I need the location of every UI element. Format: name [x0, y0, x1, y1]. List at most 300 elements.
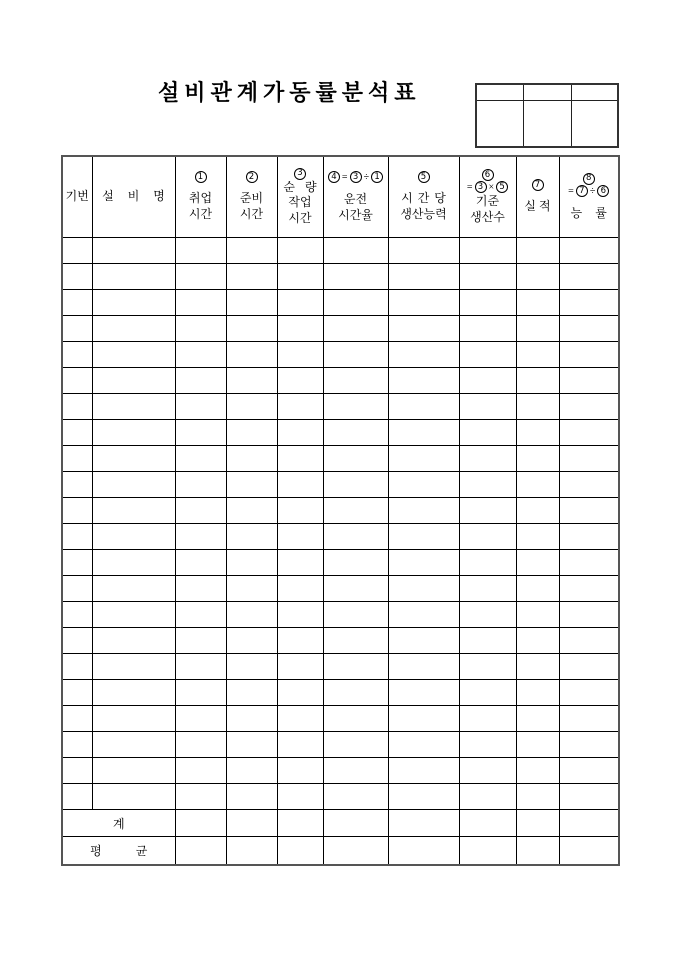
body-cell: [388, 316, 459, 342]
body-cell: [175, 524, 226, 550]
circled-number-4: 4: [328, 171, 340, 183]
col-header-working-hours: 1 취업 시간: [175, 156, 226, 238]
body-cell: [459, 420, 516, 446]
body-cell: [62, 316, 92, 342]
average-cell: [226, 837, 277, 866]
body-cell: [388, 784, 459, 810]
body-cell: [323, 342, 388, 368]
circled-number-7: 7: [532, 179, 544, 191]
body-cell: [516, 576, 559, 602]
body-cell: [459, 316, 516, 342]
total-row-label: 계: [112, 816, 125, 831]
body-cell: [175, 602, 226, 628]
body-cell: [277, 342, 323, 368]
body-cell: [92, 732, 175, 758]
body-cell: [388, 368, 459, 394]
body-cell: [92, 680, 175, 706]
circled-number-1: 1: [195, 171, 207, 183]
body-cell: [277, 264, 323, 290]
body-row: [62, 446, 619, 472]
body-cell: [323, 368, 388, 394]
body-row: [62, 394, 619, 420]
body-cell: [62, 654, 92, 680]
body-cell: [323, 238, 388, 264]
body-cell: [459, 498, 516, 524]
body-cell: [459, 238, 516, 264]
body-cell: [226, 368, 277, 394]
body-cell: [323, 316, 388, 342]
body-cell: [277, 550, 323, 576]
circled-number-5: 5: [496, 181, 508, 193]
body-cell: [559, 576, 619, 602]
body-cell: [175, 342, 226, 368]
total-cell: [459, 810, 516, 837]
body-cell: [226, 342, 277, 368]
body-row: [62, 628, 619, 654]
body-row: [62, 238, 619, 264]
average-cell: [516, 837, 559, 866]
circled-number-8: 8: [583, 173, 595, 185]
body-cell: [277, 420, 323, 446]
body-cell: [92, 420, 175, 446]
col-header-net-work-time: 3 순량 작업 시간: [277, 156, 323, 238]
body-cell: [277, 368, 323, 394]
body-cell: [175, 472, 226, 498]
body-cell: [226, 524, 277, 550]
body-cell: [226, 472, 277, 498]
body-cell: [459, 550, 516, 576]
body-row: [62, 264, 619, 290]
body-cell: [175, 446, 226, 472]
total-cell: [323, 810, 388, 837]
body-cell: [323, 550, 388, 576]
body-cell: [175, 576, 226, 602]
body-cell: [516, 368, 559, 394]
body-cell: [277, 654, 323, 680]
body-cell: [323, 472, 388, 498]
body-cell: [559, 680, 619, 706]
body-cell: [277, 290, 323, 316]
circled-number-7: 7: [576, 185, 588, 197]
body-cell: [62, 264, 92, 290]
body-cell: [175, 368, 226, 394]
body-cell: [175, 784, 226, 810]
body-cell: [92, 368, 175, 394]
body-cell: [226, 420, 277, 446]
body-row: [62, 472, 619, 498]
corner-box: [475, 83, 619, 148]
col-header-machine-no: 기번: [62, 156, 92, 238]
body-row: [62, 654, 619, 680]
body-cell: [175, 628, 226, 654]
body-cell: [323, 628, 388, 654]
body-cell: [388, 342, 459, 368]
body-cell: [516, 498, 559, 524]
body-cell: [226, 758, 277, 784]
body-cell: [175, 394, 226, 420]
body-cell: [559, 654, 619, 680]
body-cell: [323, 394, 388, 420]
body-cell: [62, 524, 92, 550]
body-cell: [388, 550, 459, 576]
body-cell: [459, 758, 516, 784]
body-cell: [226, 732, 277, 758]
body-cell: [516, 628, 559, 654]
body-cell: [62, 732, 92, 758]
body-cell: [226, 264, 277, 290]
corner-box-cell: [476, 84, 523, 101]
body-cell: [92, 758, 175, 784]
body-cell: [277, 576, 323, 602]
body-cell: [226, 290, 277, 316]
body-cell: [559, 758, 619, 784]
body-cell: [323, 602, 388, 628]
body-cell: [277, 784, 323, 810]
body-cell: [323, 784, 388, 810]
body-cell: [226, 550, 277, 576]
circled-number-3: 3: [294, 168, 306, 180]
body-cell: [226, 316, 277, 342]
body-cell: [92, 550, 175, 576]
body-cell: [226, 498, 277, 524]
body-cell: [226, 602, 277, 628]
body-cell: [92, 524, 175, 550]
body-cell: [459, 680, 516, 706]
circled-number-1: 1: [371, 171, 383, 183]
circled-number-6: 6: [482, 169, 494, 181]
body-cell: [277, 394, 323, 420]
body-cell: [516, 602, 559, 628]
average-cell: [559, 837, 619, 866]
body-cell: [388, 420, 459, 446]
body-row: [62, 784, 619, 810]
circled-number-2: 2: [246, 171, 258, 183]
body-cell: [388, 628, 459, 654]
body-cell: [226, 238, 277, 264]
body-cell: [226, 654, 277, 680]
body-row: [62, 758, 619, 784]
col-header-operation-time-rate: 4 = 3 ÷ 1 운전 시간율: [323, 156, 388, 238]
body-cell: [459, 784, 516, 810]
body-cell: [175, 238, 226, 264]
body-cell: [226, 394, 277, 420]
body-cell: [62, 394, 92, 420]
body-cell: [92, 654, 175, 680]
corner-box-cell: [571, 84, 618, 101]
body-cell: [92, 316, 175, 342]
body-cell: [559, 342, 619, 368]
body-row: [62, 368, 619, 394]
body-cell: [277, 498, 323, 524]
body-cell: [516, 446, 559, 472]
average-cell: [459, 837, 516, 866]
body-cell: [92, 394, 175, 420]
body-cell: [323, 654, 388, 680]
body-cell: [175, 264, 226, 290]
corner-box-cell: [571, 101, 618, 148]
body-cell: [277, 524, 323, 550]
body-cell: [459, 628, 516, 654]
body-cell: [226, 784, 277, 810]
body-cell: [323, 446, 388, 472]
body-cell: [175, 732, 226, 758]
table-header: [62, 156, 619, 238]
body-row: [62, 420, 619, 446]
body-cell: [92, 342, 175, 368]
body-cell: [516, 784, 559, 810]
body-cell: [559, 524, 619, 550]
body-cell: [516, 472, 559, 498]
body-cell: [559, 550, 619, 576]
total-cell: [226, 810, 277, 837]
body-row: [62, 316, 619, 342]
body-cell: [559, 732, 619, 758]
total-cell: [516, 810, 559, 837]
body-cell: [323, 706, 388, 732]
body-cell: [388, 238, 459, 264]
body-cell: [92, 446, 175, 472]
body-cell: [459, 472, 516, 498]
body-cell: [459, 290, 516, 316]
table-body: [62, 238, 619, 810]
body-cell: [516, 654, 559, 680]
body-cell: [277, 680, 323, 706]
body-cell: [62, 368, 92, 394]
body-cell: [175, 680, 226, 706]
col-header-prep-time: 2 준비 시간: [226, 156, 277, 238]
body-cell: [559, 316, 619, 342]
body-row: [62, 550, 619, 576]
body-cell: [277, 238, 323, 264]
body-cell: [459, 264, 516, 290]
body-row: [62, 706, 619, 732]
body-cell: [92, 238, 175, 264]
average-cell: [323, 837, 388, 866]
body-cell: [459, 394, 516, 420]
body-cell: [559, 290, 619, 316]
body-cell: [92, 264, 175, 290]
body-cell: [175, 758, 226, 784]
body-cell: [62, 290, 92, 316]
body-cell: [92, 628, 175, 654]
body-cell: [323, 576, 388, 602]
body-cell: [459, 602, 516, 628]
body-cell: [388, 602, 459, 628]
body-cell: [459, 368, 516, 394]
body-cell: [92, 602, 175, 628]
body-cell: [175, 550, 226, 576]
body-cell: [516, 420, 559, 446]
body-cell: [62, 420, 92, 446]
col-header-efficiency: 8 = 7 ÷ 6 능률: [559, 156, 619, 238]
col-header-hourly-capacity: 5 시간당 생산능력: [388, 156, 459, 238]
body-cell: [277, 602, 323, 628]
body-cell: [559, 706, 619, 732]
body-cell: [559, 264, 619, 290]
body-cell: [388, 732, 459, 758]
body-cell: [559, 784, 619, 810]
body-cell: [175, 706, 226, 732]
body-cell: [388, 264, 459, 290]
table-footer: [62, 810, 619, 866]
body-cell: [62, 576, 92, 602]
body-cell: [277, 706, 323, 732]
body-cell: [459, 342, 516, 368]
body-cell: [62, 498, 92, 524]
body-cell: [323, 498, 388, 524]
circled-number-5: 5: [418, 171, 430, 183]
body-cell: [277, 758, 323, 784]
body-row: [62, 576, 619, 602]
body-cell: [516, 758, 559, 784]
average-row-label-cell: [62, 837, 182, 866]
body-cell: [62, 446, 92, 472]
body-cell: [226, 628, 277, 654]
total-cell: [559, 810, 619, 837]
body-cell: [226, 576, 277, 602]
body-cell: [92, 706, 175, 732]
circled-number-3: 3: [350, 171, 362, 183]
body-cell: [62, 602, 92, 628]
body-cell: [226, 706, 277, 732]
col-header-standard-output: 6 = 3 × 5 기준 생산수: [459, 156, 516, 238]
body-cell: [459, 654, 516, 680]
body-cell: [92, 290, 175, 316]
corner-box-cell: [476, 101, 523, 148]
body-cell: [62, 238, 92, 264]
body-cell: [516, 238, 559, 264]
body-cell: [559, 498, 619, 524]
body-cell: [323, 732, 388, 758]
body-cell: [516, 706, 559, 732]
body-cell: [277, 446, 323, 472]
body-cell: [62, 342, 92, 368]
body-cell: [559, 394, 619, 420]
form-title: 설비관계가동률분석표: [158, 80, 421, 105]
body-cell: [175, 654, 226, 680]
average-cell: [277, 837, 323, 866]
body-cell: [62, 758, 92, 784]
circled-number-6: 6: [597, 185, 609, 197]
body-cell: [516, 524, 559, 550]
body-cell: [516, 680, 559, 706]
body-cell: [277, 732, 323, 758]
body-cell: [323, 264, 388, 290]
body-cell: [559, 472, 619, 498]
body-cell: [388, 524, 459, 550]
body-cell: [388, 706, 459, 732]
body-cell: [559, 446, 619, 472]
body-cell: [226, 446, 277, 472]
body-cell: [388, 576, 459, 602]
average-cell: [175, 837, 226, 866]
body-cell: [323, 680, 388, 706]
body-cell: [388, 654, 459, 680]
corner-box-cell: [523, 84, 571, 101]
col-header-equipment-name: 설비명: [92, 156, 175, 238]
body-cell: [559, 238, 619, 264]
body-row: [62, 342, 619, 368]
body-row: [62, 290, 619, 316]
body-cell: [92, 576, 175, 602]
body-cell: [277, 316, 323, 342]
body-cell: [62, 550, 92, 576]
body-cell: [516, 342, 559, 368]
body-cell: [62, 680, 92, 706]
body-cell: [559, 628, 619, 654]
average-row: [62, 837, 619, 866]
body-cell: [459, 732, 516, 758]
body-cell: [62, 706, 92, 732]
body-cell: [559, 602, 619, 628]
body-row: [62, 498, 619, 524]
corner-box-cell: [523, 101, 571, 148]
body-row: [62, 732, 619, 758]
body-cell: [516, 550, 559, 576]
body-cell: [277, 472, 323, 498]
body-cell: [62, 472, 92, 498]
body-cell: [92, 784, 175, 810]
body-cell: [323, 524, 388, 550]
body-cell: [175, 420, 226, 446]
body-cell: [459, 706, 516, 732]
body-row: [62, 602, 619, 628]
body-cell: [516, 264, 559, 290]
average-cell: [388, 837, 459, 866]
body-cell: [516, 316, 559, 342]
body-cell: [388, 290, 459, 316]
body-cell: [175, 290, 226, 316]
body-cell: [388, 758, 459, 784]
body-cell: [388, 680, 459, 706]
body-cell: [323, 420, 388, 446]
body-cell: [388, 446, 459, 472]
body-cell: [516, 394, 559, 420]
body-cell: [516, 290, 559, 316]
total-row: [62, 810, 619, 837]
body-cell: [175, 498, 226, 524]
body-cell: [323, 758, 388, 784]
body-cell: [388, 498, 459, 524]
body-cell: [516, 732, 559, 758]
body-cell: [459, 576, 516, 602]
body-cell: [323, 290, 388, 316]
body-cell: [175, 316, 226, 342]
body-cell: [559, 420, 619, 446]
body-cell: [388, 472, 459, 498]
average-row-label: 평균: [90, 844, 182, 858]
total-cell: [175, 810, 226, 837]
body-cell: [277, 628, 323, 654]
body-row: [62, 680, 619, 706]
body-cell: [459, 524, 516, 550]
body-cell: [92, 498, 175, 524]
body-cell: [226, 680, 277, 706]
body-cell: [459, 446, 516, 472]
body-row: [62, 524, 619, 550]
total-row-label-cell: [62, 810, 175, 837]
body-cell: [388, 394, 459, 420]
analysis-table: [61, 155, 620, 866]
total-cell: [277, 810, 323, 837]
col-header-actual: 7 실적: [516, 156, 559, 238]
body-cell: [92, 472, 175, 498]
body-cell: [559, 368, 619, 394]
body-cell: [62, 628, 92, 654]
total-cell: [388, 810, 459, 837]
body-cell: [62, 784, 92, 810]
circled-number-3: 3: [475, 181, 487, 193]
